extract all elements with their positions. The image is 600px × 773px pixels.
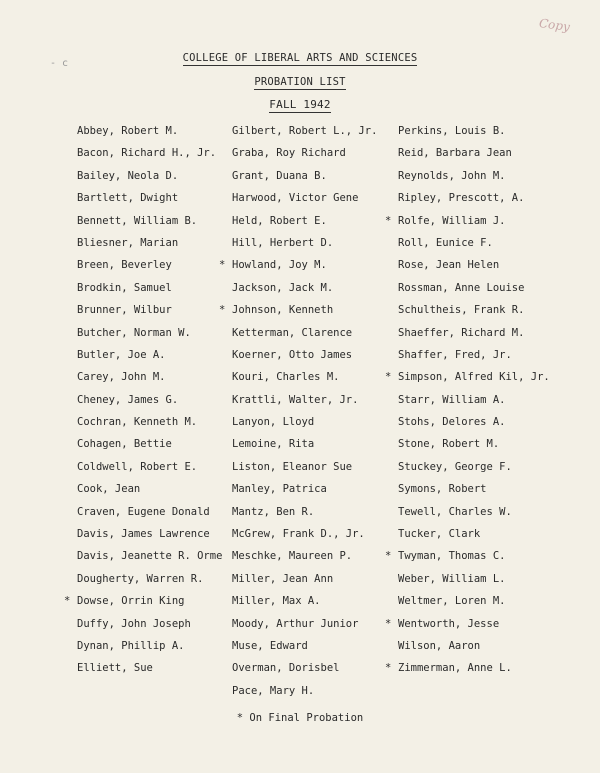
student-name: Cheney, James G.	[77, 393, 179, 406]
student-name: Hill, Herbert D.	[232, 236, 334, 249]
student-name: Rossman, Anne Louise	[398, 281, 525, 294]
final-probation-marker: *	[219, 304, 226, 317]
student-entry	[77, 389, 222, 411]
student-entry	[77, 433, 222, 455]
student-entry	[77, 501, 222, 523]
student-entry	[77, 635, 222, 657]
student-entry	[77, 322, 222, 344]
list-title	[0, 76, 600, 88]
student-name: Moody, Arthur Junior	[232, 617, 359, 630]
student-name: Brodkin, Samuel	[77, 281, 172, 294]
final-probation-marker: *	[385, 617, 392, 630]
student-entry	[398, 344, 550, 366]
student-name: Cohagen, Bettie	[77, 438, 172, 451]
student-name: Abbey, Robert M.	[77, 125, 179, 137]
student-entry	[398, 254, 550, 276]
student-entry	[398, 389, 550, 411]
student-entry	[232, 501, 377, 523]
student-name: Reid, Barbara Jean	[398, 147, 512, 160]
student-entry	[398, 232, 550, 254]
student-entry	[77, 165, 222, 187]
student-name: McGrew, Frank D., Jr.	[232, 528, 365, 541]
student-name: Bartlett, Dwight	[77, 192, 179, 205]
student-entry	[77, 478, 222, 500]
student-name: Grant, Duana B.	[232, 169, 327, 182]
student-entry	[77, 523, 222, 545]
student-entry	[398, 187, 550, 209]
student-name: Davis, James Lawrence	[77, 528, 210, 541]
student-name: Davis, Jeanette R. Orme	[77, 550, 223, 563]
student-entry	[232, 344, 377, 366]
student-entry	[232, 523, 377, 545]
student-entry	[232, 568, 377, 590]
student-name: Manley, Patrica	[232, 483, 327, 496]
student-name: Twyman, Thomas C.	[398, 550, 506, 563]
student-entry	[77, 344, 222, 366]
student-name: Stone, Robert M.	[398, 438, 500, 451]
college-heading	[0, 52, 600, 64]
student-entry	[385, 210, 550, 232]
student-entry	[398, 120, 550, 142]
student-name: Meschke, Maureen P.	[232, 550, 353, 563]
student-entry	[232, 478, 377, 500]
student-entry	[398, 501, 550, 523]
student-name: Cook, Jean	[77, 483, 141, 496]
student-entry	[398, 590, 550, 612]
student-name: Lemoine, Rita	[232, 438, 315, 451]
student-entry	[219, 254, 377, 276]
term-heading	[0, 98, 600, 111]
student-entry	[398, 568, 550, 590]
student-name: Schultheis, Frank R.	[398, 304, 525, 317]
student-name: Howland, Joy M.	[232, 259, 327, 272]
student-name: Simpson, Alfred Kil, Jr.	[398, 371, 550, 384]
student-name: Tucker, Clark	[398, 528, 481, 541]
student-entry	[77, 187, 222, 209]
student-name: Coldwell, Robert E.	[77, 460, 198, 473]
final-probation-marker: *	[385, 371, 392, 384]
student-entry	[232, 613, 377, 635]
student-entry	[77, 456, 222, 478]
student-name: Bacon, Richard H., Jr.	[77, 147, 217, 160]
student-entry	[232, 411, 377, 433]
student-entry	[398, 299, 550, 321]
final-probation-marker: *	[385, 214, 392, 227]
student-name: Ripley, Prescott, A.	[398, 192, 525, 205]
student-entry	[77, 613, 222, 635]
student-entry	[77, 411, 222, 433]
student-entry	[398, 456, 550, 478]
handwritten-copy-note: Copy	[538, 15, 571, 35]
student-entry	[77, 657, 222, 679]
student-entry	[385, 545, 550, 567]
student-entry	[232, 277, 377, 299]
student-entry	[232, 456, 377, 478]
student-name: Reynolds, John M.	[398, 169, 506, 182]
student-name: Roll, Eunice F.	[398, 236, 493, 249]
student-name: Butcher, Norman W.	[77, 326, 191, 339]
student-name: Ketterman, Clarence	[232, 326, 353, 339]
final-probation-marker: *	[385, 662, 392, 675]
student-name: Elliett, Sue	[77, 662, 153, 675]
student-entry	[232, 657, 377, 679]
names-column-2	[219, 120, 378, 702]
student-name: Dynan, Phillip A.	[77, 639, 185, 652]
student-entry	[398, 277, 550, 299]
student-name: Weber, William L.	[398, 572, 506, 585]
student-name: Graba, Roy Richard	[232, 147, 346, 160]
student-name: Stohs, Delores A.	[398, 416, 506, 429]
final-probation-marker: *	[64, 595, 71, 608]
student-name: Krattli, Walter, Jr.	[232, 393, 359, 406]
student-entry	[398, 165, 550, 187]
student-name: Liston, Eleanor Sue	[232, 460, 353, 473]
student-name: Weltmer, Loren M.	[398, 595, 506, 608]
college-heading-text: COLLEGE OF LIBERAL ARTS AND SCIENCES	[182, 52, 418, 64]
student-name: Bliesner, Marian	[77, 236, 179, 249]
student-name: Overman, Dorisbel	[232, 662, 340, 675]
student-entry	[232, 322, 377, 344]
student-entry	[232, 635, 377, 657]
student-entry	[385, 657, 550, 679]
student-entry	[219, 299, 377, 321]
student-entry	[232, 165, 377, 187]
student-name: Muse, Edward	[232, 639, 308, 652]
student-name: Miller, Jean Ann	[232, 572, 334, 585]
student-entry	[232, 590, 377, 612]
margin-mark: - c	[50, 58, 69, 69]
student-entry	[398, 433, 550, 455]
student-name: Rose, Jean Helen	[398, 259, 500, 272]
student-name: Dowse, Orrin King	[77, 595, 185, 608]
student-entry	[77, 545, 222, 567]
student-entry	[232, 120, 377, 142]
student-name: Held, Robert E.	[232, 214, 327, 227]
student-name: Stuckey, George F.	[398, 460, 512, 473]
student-entry	[398, 411, 550, 433]
student-entry	[232, 142, 377, 164]
student-name: Breen, Beverley	[77, 259, 172, 272]
student-entry	[385, 366, 550, 388]
student-name: Symons, Robert	[398, 483, 487, 496]
student-name: Duffy, John Joseph	[77, 617, 191, 630]
student-entry	[398, 142, 550, 164]
student-entry	[77, 142, 222, 164]
student-entry	[232, 366, 377, 388]
student-entry	[398, 635, 550, 657]
student-entry	[77, 232, 222, 254]
student-entry	[77, 210, 222, 232]
student-name: Harwood, Victor Gene	[232, 192, 359, 205]
student-entry	[232, 433, 377, 455]
student-name: Brunner, Wilbur	[77, 304, 172, 317]
student-name: Butler, Joe A.	[77, 348, 166, 361]
student-name: Koerner, Otto James	[232, 348, 353, 361]
student-entry	[232, 187, 377, 209]
student-entry	[232, 210, 377, 232]
student-name: Shaeffer, Richard M.	[398, 326, 525, 339]
student-name: Shaffer, Fred, Jr.	[398, 348, 512, 361]
student-name: Jackson, Jack M.	[232, 281, 334, 294]
student-entry	[77, 568, 222, 590]
student-name: Dougherty, Warren R.	[77, 572, 204, 585]
student-name: Johnson, Kenneth	[232, 304, 334, 317]
final-probation-marker: *	[219, 259, 226, 272]
student-name: Bennett, William B.	[77, 214, 198, 227]
student-entry	[398, 322, 550, 344]
final-probation-marker: *	[385, 550, 392, 563]
student-name: Tewell, Charles W.	[398, 505, 512, 518]
student-entry	[232, 680, 377, 702]
student-name: Wentworth, Jesse	[398, 617, 500, 630]
student-name: Kouri, Charles M.	[232, 371, 340, 384]
student-entry	[232, 389, 377, 411]
student-entry	[77, 254, 222, 276]
student-name: Carey, John M.	[77, 371, 166, 384]
student-name: Craven, Eugene Donald	[77, 505, 210, 518]
student-name: Bailey, Neola D.	[77, 169, 179, 182]
student-name: Rolfe, William J.	[398, 214, 506, 227]
names-column-3	[385, 120, 550, 680]
student-name: Pace, Mary H.	[232, 684, 315, 697]
student-name: Wilson, Aaron	[398, 639, 481, 652]
student-entry	[64, 590, 222, 612]
footnote: * On Final Probation	[236, 712, 364, 724]
student-entry	[232, 545, 377, 567]
student-name: Cochran, Kenneth M.	[77, 416, 198, 429]
student-entry	[398, 523, 550, 545]
student-name: Gilbert, Robert L., Jr.	[232, 125, 378, 137]
student-name: Lanyon, Lloyd	[232, 416, 315, 429]
student-entry	[77, 299, 222, 321]
names-column-1	[64, 120, 223, 680]
student-entry	[398, 478, 550, 500]
student-name: Starr, William A.	[398, 393, 506, 406]
student-name: Mantz, Ben R.	[232, 505, 315, 518]
list-title-text: PROBATION LIST	[254, 76, 346, 88]
student-entry	[77, 120, 222, 142]
student-entry	[77, 277, 222, 299]
student-entry	[385, 613, 550, 635]
student-name: Miller, Max A.	[232, 595, 321, 608]
student-entry	[232, 232, 377, 254]
student-entry	[77, 366, 222, 388]
term-heading-text: FALL 1942	[269, 98, 331, 111]
student-name: Perkins, Louis B.	[398, 125, 506, 137]
student-name: Zimmerman, Anne L.	[398, 662, 512, 675]
